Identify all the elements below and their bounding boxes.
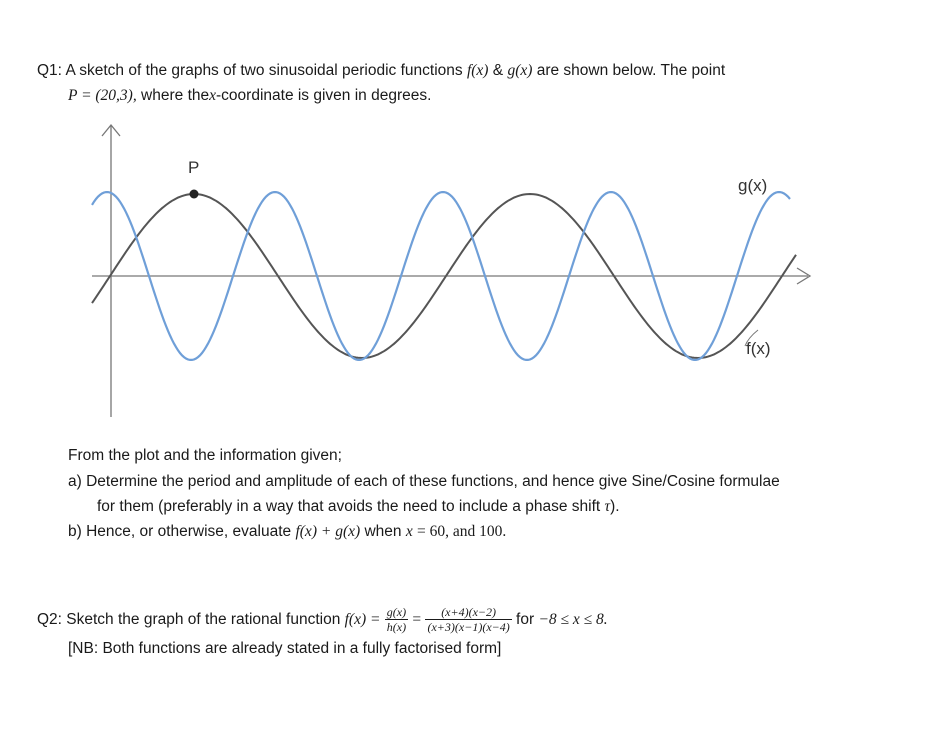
point-p-marker [190, 190, 199, 199]
parts-intro: From the plot and the information given; [68, 447, 342, 464]
part-b-x: x [405, 523, 413, 540]
part-a-line2 [97, 497, 620, 517]
q2-frac2-num: (x+4)(x−2) [425, 606, 511, 620]
part-b-when: when [364, 523, 402, 540]
f-curve-label: f(x) [746, 339, 771, 358]
q2-note: [NB: Both functions are already stated in a fully factorised form] [68, 640, 502, 657]
q2-label: Q2: [37, 611, 62, 629]
q1-text-b: are shown below. The point [536, 62, 726, 79]
part-a-line1: a) Determine the period and amplitude of each of these functions, and hence give Sine/Cosine formulae [68, 473, 780, 490]
part-a-line2-end: ). [610, 498, 620, 515]
g-curve-label: g(x) [738, 176, 768, 195]
q2-fraction-factored [425, 606, 511, 634]
q1-line2 [68, 86, 431, 106]
axes [92, 125, 810, 417]
q1-label: Q1: [37, 62, 62, 79]
q1-fx: f(x) [466, 62, 489, 79]
q1-line1 [37, 61, 725, 81]
q2-text-b: for [516, 611, 535, 629]
q2-line [37, 606, 608, 634]
q2-text-a: Sketch the graph of the rational function [66, 611, 341, 629]
q1-line2-b: -coordinate is given in degrees. [216, 87, 432, 104]
q1-line2-a: where the [141, 87, 210, 104]
part-b-text: b) Hence, or otherwise, evaluate [68, 523, 292, 540]
q2-range: −8 ≤ x ≤ 8. [538, 611, 608, 629]
part-b-eq: = 60, and 100. [417, 523, 507, 540]
part-a-tau: τ [604, 498, 611, 515]
part-a-line2-text: for them (preferably in a way that avoids the need to include a phase shift [97, 498, 601, 515]
q2-fraction-gh [385, 606, 408, 634]
q1-x-var: x [209, 87, 217, 104]
q2-equals: = [412, 611, 422, 629]
point-p-label: P [188, 158, 200, 177]
q1-gx: g(x) [507, 62, 533, 79]
q2-frac2-den: (x+3)(x−1)(x−4) [427, 620, 510, 634]
part-b-line [68, 522, 506, 542]
q1-point-eq: P = (20,3), [68, 87, 137, 104]
part-b-expr: f(x) + g(x) [295, 523, 361, 540]
q2-frac1-den: h(x) [386, 620, 407, 634]
q1-ampersand: & [492, 62, 504, 79]
q2-fx: f(x) = [344, 611, 381, 629]
q2-frac1-num: g(x) [386, 605, 407, 619]
q1-text-a: A sketch of the graphs of two sinusoidal periodic functions [65, 62, 463, 79]
